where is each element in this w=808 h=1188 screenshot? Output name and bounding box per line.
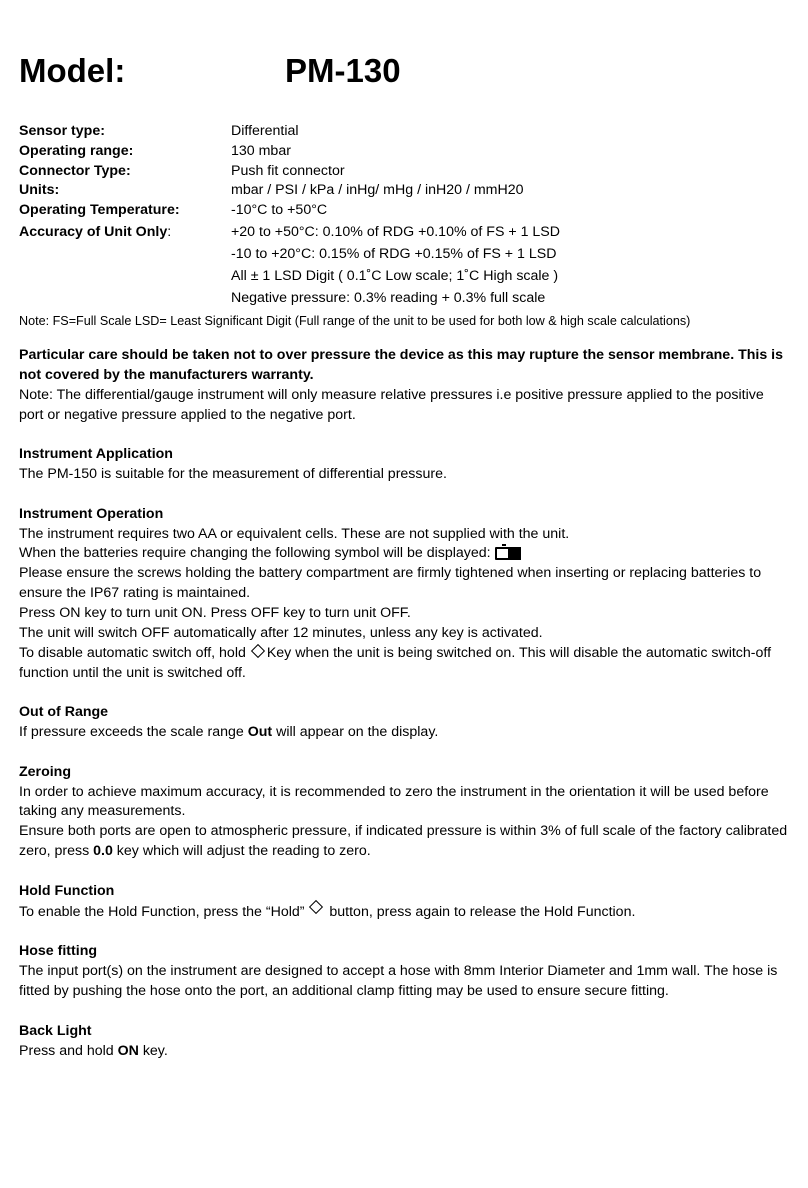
operation-line: Press ON key to turn unit ON. Press OFF key to turn unit OFF. bbox=[19, 604, 411, 621]
spec-value: Differential bbox=[231, 123, 299, 139]
out-word: Out bbox=[247, 724, 273, 741]
spec-row bbox=[19, 201, 791, 221]
spec-row bbox=[19, 287, 791, 309]
spec-row bbox=[19, 265, 791, 287]
hose-text: The input port(s) on the instrument are designed to accept a hose with 8mm Interior Diameter and 1mm wall. The hose is fitted by pushing the hose onto the port, an additional clamp fitting may be used to ensure secure fitting. bbox=[19, 963, 778, 999]
spec-label-text: Accuracy of Unit Only bbox=[19, 223, 168, 240]
battery-line-text: When the batteries require changing the following symbol will be displayed: bbox=[19, 545, 491, 562]
spec-row bbox=[19, 221, 791, 243]
hold-text-a: To enable the Hold Function, press the “Hold” bbox=[19, 903, 305, 920]
spec-value: Push fit connector bbox=[231, 162, 345, 179]
warning-note: Note: The differential/gauge instrument will only measure relative pressures i.e positive pressure applied to the positive port or negative pressure applied to the negative port. bbox=[19, 386, 764, 423]
spec-label: Operating range: bbox=[19, 142, 134, 159]
spec-label bbox=[19, 221, 171, 243]
hold-diamond-icon bbox=[309, 900, 323, 914]
backlight-text-b: key. bbox=[138, 1042, 168, 1059]
zeroing-text bbox=[19, 822, 791, 862]
low-battery-icon bbox=[493, 546, 521, 559]
backlight-text bbox=[19, 1042, 791, 1062]
spec-value: 130 mbar bbox=[231, 142, 291, 159]
spec-value: Negative pressure: 0.3% reading + 0.3% full scale bbox=[231, 289, 546, 306]
operation-line: The instrument requires two AA or equivalent cells. These are not supplied with the unit. bbox=[19, 525, 570, 542]
section-heading-application: Instrument Application bbox=[19, 446, 173, 463]
page-title bbox=[19, 52, 791, 102]
section-heading-backlight: Back Light bbox=[19, 1022, 92, 1039]
section-heading-hose: Hose fitting bbox=[19, 943, 98, 960]
backlight-text-a: Press and hold bbox=[19, 1042, 118, 1059]
section-heading-operation: Instrument Operation bbox=[19, 505, 164, 522]
operation-line: Please ensure the screws holding the battery compartment are firmly tightened when inserting or replacing batteries to ensure the IP67 rating is maintained. bbox=[19, 565, 762, 602]
zeroing-text: In order to achieve maximum accuracy, it is recommended to zero the instrument in the orientation it will be used before taking any measurements. bbox=[19, 783, 769, 820]
operation-line bbox=[19, 544, 791, 564]
spec-row bbox=[19, 181, 791, 201]
section-heading-hold: Hold Function bbox=[19, 882, 115, 899]
zeroing-text-a: Ensure both ports are open to atmospheric pressure, if indicated pressure is within 3% of full scale of the factory calibrated zero, press bbox=[19, 823, 788, 860]
operation-line bbox=[19, 644, 791, 684]
instructions-body bbox=[19, 346, 791, 1061]
zeroing-text-b: key which will adjust the reading to zero. bbox=[112, 843, 371, 860]
footnote-abbreviations: Note: FS=Full Scale LSD= Least Significant Digit (Full range of the unit to be used for both low & high scale calculations) bbox=[19, 314, 691, 328]
zero-key-label: 0.0 bbox=[93, 843, 113, 860]
spec-row bbox=[19, 122, 791, 142]
on-key-label: ON bbox=[117, 1042, 139, 1059]
hold-text-b: button, press again to release the Hold Function. bbox=[329, 903, 636, 920]
spec-value: mbar / PSI / kPa / inHg/ mHg / inH20 / mmH20 bbox=[231, 182, 524, 199]
model-label: Model: bbox=[19, 52, 126, 89]
spec-value: -10 to +20°C: 0.15% of RDG +0.15% of FS + 1 LSD bbox=[231, 245, 557, 262]
section-heading-zeroing: Zeroing bbox=[19, 763, 72, 780]
spec-row bbox=[19, 142, 791, 162]
out-of-range-text bbox=[19, 723, 791, 743]
spec-label: Operating Temperature: bbox=[19, 202, 180, 219]
auto-off-text-a: To disable automatic switch off, hold bbox=[19, 644, 246, 661]
application-text: The PM-150 is suitable for the measurement of differential pressure. bbox=[19, 466, 447, 483]
spec-label: Sensor type: bbox=[19, 123, 105, 139]
spec-value: +20 to +50°C: 0.10% of RDG +0.10% of FS + 1 LSD bbox=[231, 223, 561, 240]
out-of-range-text-a: If pressure exceeds the scale range bbox=[19, 724, 248, 741]
operation-line: The unit will switch OFF automatically after 12 minutes, unless any key is activated. bbox=[19, 624, 543, 641]
spec-label: Units: bbox=[19, 182, 60, 199]
spec-row bbox=[19, 162, 791, 182]
section-heading-out-of-range: Out of Range bbox=[19, 704, 109, 721]
auto-off-text-b: Key when the unit is being switched on. This will disable the automatic switch-off function until the unit is switched off. bbox=[19, 644, 772, 681]
spec-value: All ± 1 LSD Digit ( 0.1˚C Low scale; 1˚C High scale ) bbox=[231, 267, 559, 284]
model-value: PM-130 bbox=[285, 52, 401, 89]
warning-text: Particular care should be taken not to over pressure the device as this may rupture the sensor membrane. This is not covered by the manufacturers warranty. bbox=[19, 347, 784, 383]
spec-row bbox=[19, 243, 791, 265]
diamond-key-icon bbox=[251, 644, 265, 658]
spec-table bbox=[19, 122, 791, 309]
hold-text bbox=[19, 902, 791, 923]
spec-value: -10°C to +50°C bbox=[231, 202, 328, 219]
spec-label-colon: : bbox=[167, 223, 172, 240]
spec-label: Connector Type: bbox=[19, 162, 131, 179]
out-of-range-text-b: will appear on the display. bbox=[272, 724, 439, 741]
